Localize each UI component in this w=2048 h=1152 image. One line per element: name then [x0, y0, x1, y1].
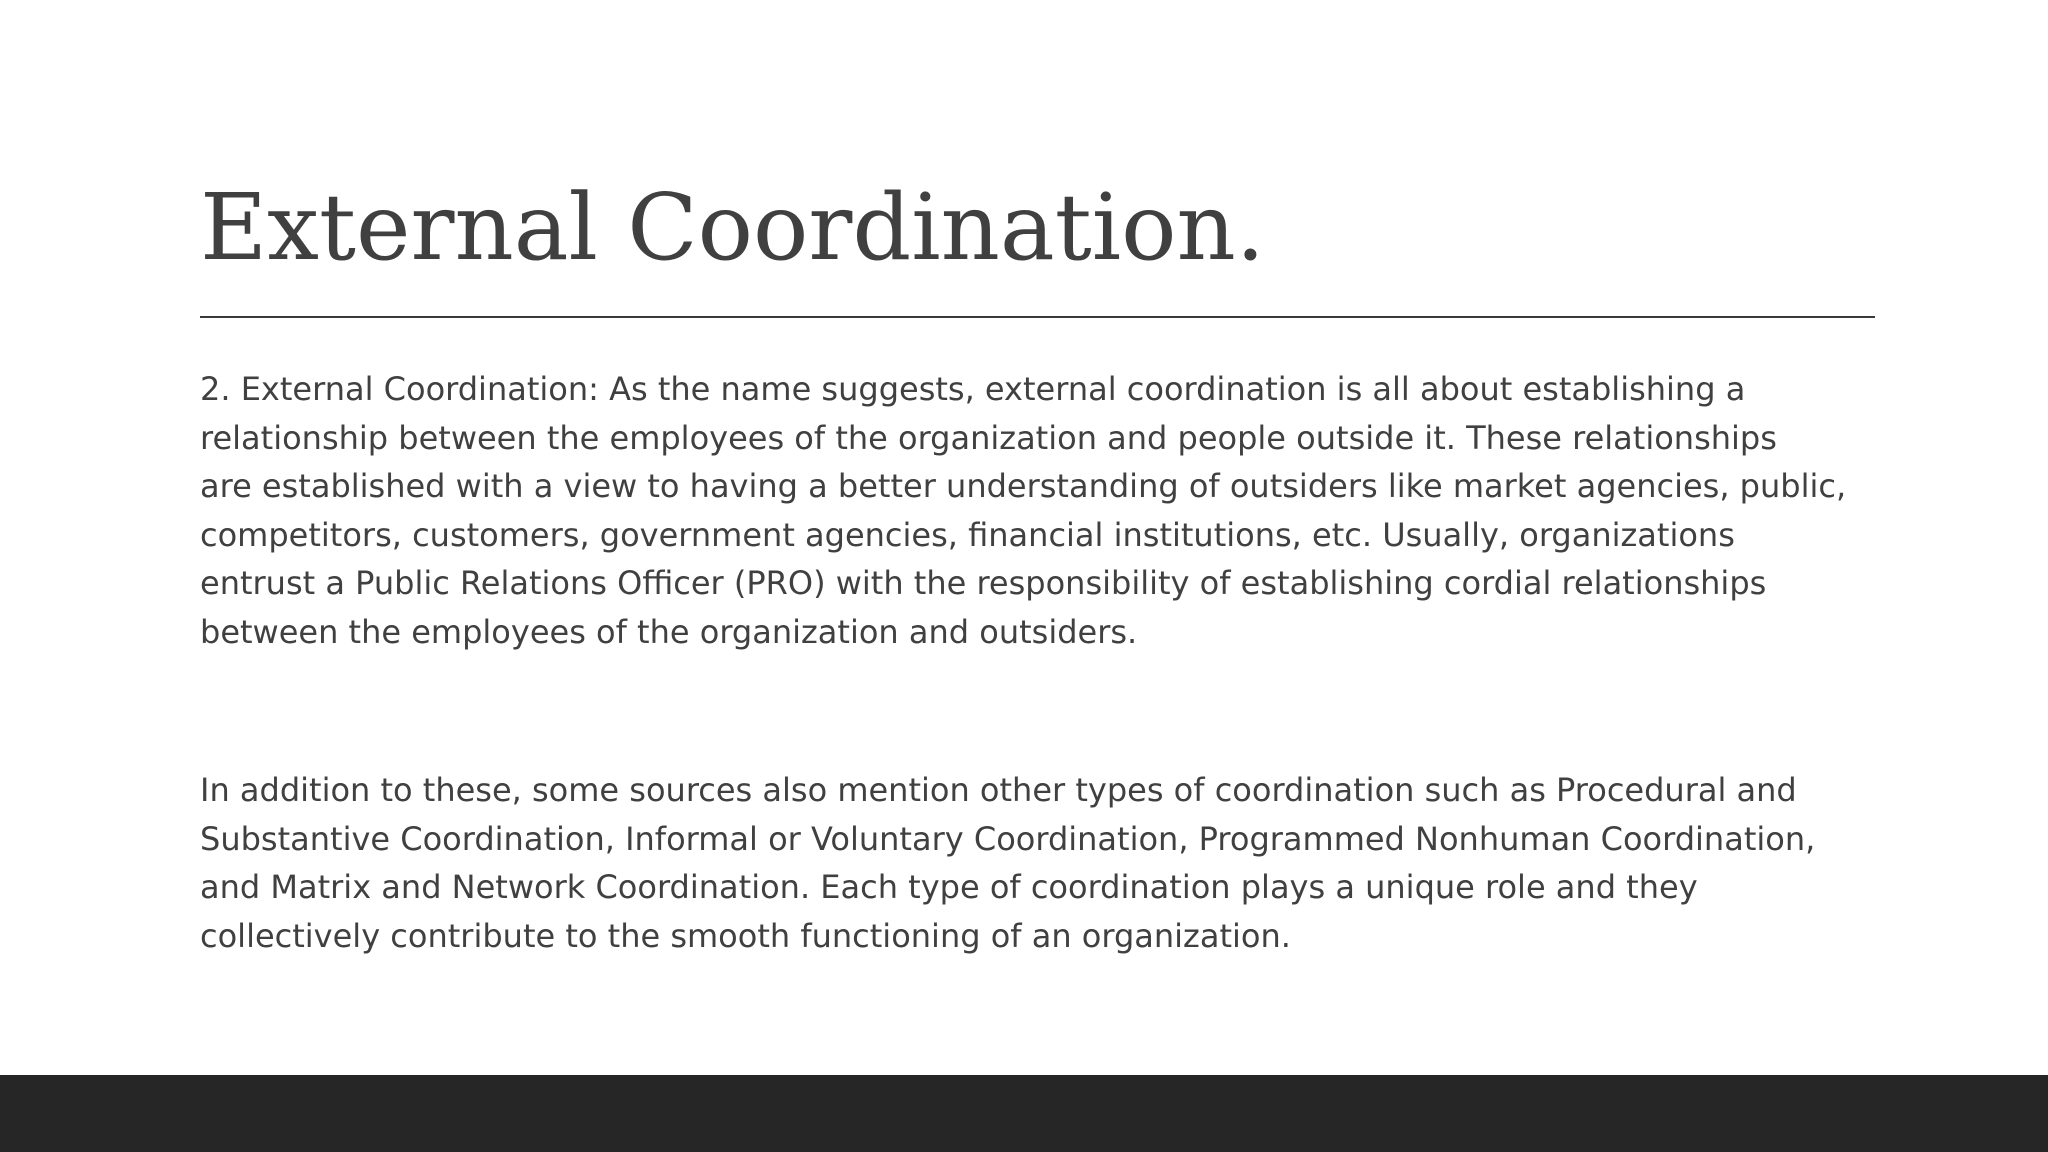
text-line: entrust a Public Relations Officer (PRO) with the responsibility of establishing cordial relationships [200, 564, 1767, 602]
slide-body [200, 365, 1890, 960]
paragraph-spacer [200, 656, 1890, 766]
text-line: competitors, customers, government agencies, financial institutions, etc. Usually, organizations [200, 515, 1735, 554]
text-line: are established with a view to having a better understanding of outsiders like market agencies, public, [200, 467, 1847, 505]
text-line: 2. External Coordination: As the name suggests, external coordination is all about establishing a [200, 370, 1746, 408]
paragraph-external-coordination [200, 365, 1890, 656]
text-line: Substantive Coordination, Informal or Voluntary Coordination, Programmed Nonhuman Coordination, [200, 819, 1816, 858]
title-divider [200, 316, 1875, 318]
slide-title: External Coordination. [200, 174, 1266, 281]
text-line: In addition to these, some sources also mention other types of coordination such as Procedural and [200, 771, 1797, 809]
footer-bar [0, 1075, 2048, 1152]
text-line: relationship between the employees of the organization and people outside it. These relationships [200, 418, 1777, 457]
paragraph-other-types [200, 766, 1890, 960]
text-line: between the employees of the organization and outsiders. [200, 612, 1138, 651]
text-line: and Matrix and Network Coordination. Each type of coordination plays a unique role and they [200, 868, 1698, 906]
text-line: collectively contribute to the smooth functioning of an organization. [200, 916, 1291, 955]
